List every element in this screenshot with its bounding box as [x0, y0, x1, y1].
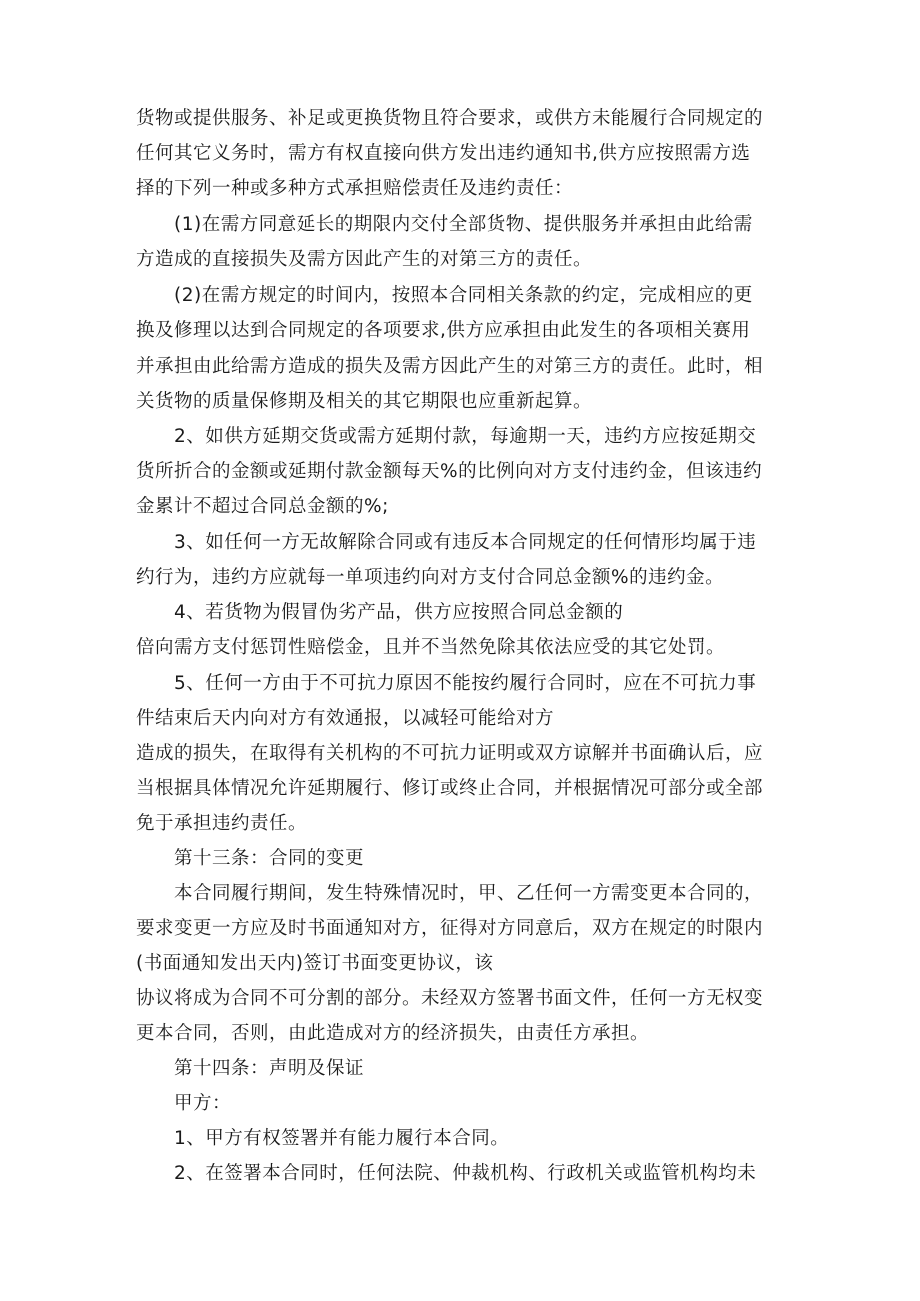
- section-heading: 第十三条：合同的变更: [174, 848, 365, 869]
- text-line: 关货物的质量保修期及相关的其它期限也应重新起算。: [136, 391, 593, 412]
- text-line: 件结束后天内向对方有效通报，以减轻可能给对方: [136, 708, 555, 729]
- text-line: (书面通知发出天内)签订书面变更协议，该: [136, 953, 494, 974]
- section-heading: 第十四条：声明及保证: [174, 1058, 365, 1079]
- text-line: 货物或提供服务、补足或更换货物且符合要求，或供方未能履行合同规定的: [136, 108, 764, 129]
- text-line: 要求变更一方应及时书面通知对方，征得对方同意后，双方在规定的时限内: [136, 918, 764, 939]
- text-line: 方造成的直接损失及需方因此产生的对第三方的责任。: [136, 249, 593, 270]
- text-line: 协议将成为合同不可分割的部分。未经双方签署书面文件，任何一方无权变: [136, 988, 764, 1009]
- text-line: 倍向需方支付惩罚性赔偿金，且并不当然免除其依法应受的其它处罚。: [136, 637, 726, 658]
- party-label: 甲方：: [174, 1093, 232, 1114]
- text-line: 任何其它义务时，需方有权直接向供方发出违约通知书,供方应按照需方选: [136, 143, 751, 164]
- text-line: 换及修理以达到合同规定的各项要求,供方应承担由此发生的各项相关赛用: [136, 320, 751, 341]
- text-line: 货所折合的金额或延期付款金额每天%的比例向对方支付违约金，但该违约: [136, 461, 763, 482]
- text-line: 金累计不超过合同总金额的%;: [136, 496, 389, 517]
- text-line: 更本合同，否则，由此造成对方的经济损失，由责任方承担。: [136, 1023, 650, 1044]
- text-line: 2、在签署本合同时，任何法院、仲裁机构、行政机关或监管机构均未: [174, 1163, 757, 1184]
- text-line: (1)在需方同意延长的期限内交付全部货物、提供服务并承担由此给需: [174, 214, 753, 235]
- text-line: 4、若货物为假冒伪劣产品，供方应按照合同总金额的: [174, 602, 624, 623]
- text-line: 3、如任何一方无故解除合同或有违反本合同规定的任何情形均属于违: [174, 532, 757, 553]
- text-line: (2)在需方规定的时间内，按照本合同相关条款的约定，完成相应的更: [174, 285, 753, 306]
- text-line: 本合同履行期间，发生特殊情况时，甲、乙任何一方需变更本合同的，: [174, 883, 764, 904]
- text-line: 1、甲方有权签署并有能力履行本合同。: [174, 1128, 510, 1149]
- text-line: 5、任何一方由于不可抗力原因不能按约履行合同时，应在不可抗力事: [174, 673, 757, 694]
- text-line: 并承担由此给需方造成的损失及需方因此产生的对第三方的责任。此时，相: [136, 356, 764, 377]
- text-line: 约行为，违约方应就每一单项违约向对方支付合同总金额%的违约金。: [136, 567, 725, 588]
- text-line: 造成的损失，在取得有关机构的不可抗力证明或双方谅解并书面确认后，应: [136, 743, 764, 764]
- text-line: 择的下列一种或多种方式承担赔偿责任及违约责任：: [136, 178, 574, 199]
- text-line: 2、如供方延期交货或需方延期付款，每逾期一天，违约方应按延期交: [174, 426, 757, 447]
- text-line: 当根据具体情况允许延期履行、修订或终止合同，并根据情况可部分或全部: [136, 778, 764, 799]
- text-line: 免于承担违约责任。: [136, 813, 308, 834]
